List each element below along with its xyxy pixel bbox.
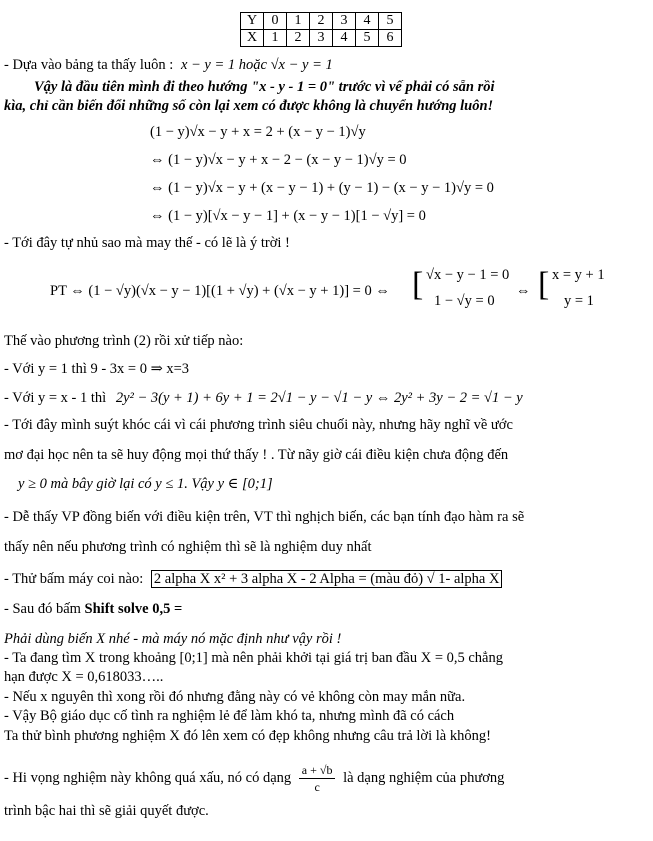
table-row-y [241,13,402,30]
table-cell: 6 [379,30,402,47]
table-cell: 4 [333,30,356,47]
equation: x − y = 1 hoặc √x − y = 1 [180,57,333,73]
system-1-line-2: 1 − √y = 0 [434,293,495,309]
text: - Với y = x - 1 thì [4,390,107,406]
paragraph-search-1: - Ta đang tìm X trong khoảng [0;1] mà nên phải khởi tại giá trị ban đầu X = 0,5 chẳng [4,650,503,666]
paragraph-case-2 [4,389,523,407]
text: - Hi vọng nghiệm này không quá xấu, nó có dạng [4,770,292,786]
table-cell: 5 [356,30,379,47]
paragraph-observation [4,56,333,74]
text: là dạng nghiệm của phương [343,770,505,786]
text: - Sau đó bấm [4,601,81,617]
system-2-line-1: x = y + 1 [552,267,605,283]
paragraph-search-2: hạn được X = 0,618033….. [4,669,164,685]
paragraph-not-integer: - Nếu x nguyên thì xong rồi đó nhưng đằng này có vẻ không còn may mắn nữa. [4,689,466,705]
paragraph-hard-1: - Tới đây mình suýt khóc cái vì cái phương trình siêu chuối này, nhưng hãy nghĩ về ước [4,417,513,433]
equation: 2y² − 3(y + 1) + 6y + 1 = 2√1 − y − √1 − y ⇔ 2y² + 3y − 2 = √1 − y [115,390,523,406]
table-cell: 0 [264,13,287,30]
table-cell: 1 [287,13,310,30]
text: - Dựa vào bảng ta thấy luôn : [4,57,174,73]
system-2-line-2: y = 1 [564,293,594,309]
equation-1: (1 − y)√x − y + x = 2 + (x − y − 1)√y [150,124,366,140]
equation-2: ⇔ (1 − y)√x − y + x − 2 − (x − y − 1)√y = 0 [150,152,407,168]
fraction [299,762,336,795]
paragraph-note: Phải dùng biến X nhé - mà máy nó mặc định như vậy rồi ! [4,631,342,647]
table-cell: Y [241,13,264,30]
calculator-input-box: 2 alpha X x² + 3 alpha X - 2 Alpha = (màu đỏ) √ 1- alpha X [151,570,503,588]
table-cell: 3 [333,13,356,30]
solve-command: Shift solve 0,5 = [84,601,183,617]
paragraph-substitute: Thế vào phương trình (2) rồi xử tiếp nào: [4,333,244,349]
paragraph-calculator [4,570,502,588]
bracket-icon: [ [412,266,424,303]
highlight-line-1: Vậy là đầu tiên mình đi theo hướng "x - y - 1 = 0" trước vì vế phải có sẵn rồi [34,79,495,95]
xy-value-table [240,12,402,47]
table-row-x [241,30,402,47]
table-cell: 4 [356,13,379,30]
paragraph-square: Ta thử bình phương nghiệm X đó lên xem có đẹp không nhưng câu trả lời là không! [4,728,491,744]
table-cell: 5 [379,13,402,30]
equiv-symbol: ⇔ [516,283,531,299]
paragraph-case-1: - Với y = 1 thì 9 - 3x = 0 ⇒ x=3 [4,361,190,377]
table-cell: 3 [310,30,333,47]
highlight-line-2: kìa, chỉ cần biến đổi những số còn lại xem có được không là chuyển hướng luôn! [4,98,494,114]
paragraph-hard-2: mơ đại học nên ta sẽ huy động mọi thứ thấy ! . Từ nãy giờ cái điều kiện chưa động đến [4,447,509,463]
paragraph-luck: - Tới đây tự nhủ sao mà may thế - có lẽ là ý trời ! [4,235,290,251]
paragraph-ministry: - Vậy Bộ giáo dục cố tình ra nghiệm lẻ để làm khó ta, nhưng mình đã có cách [4,708,455,724]
paragraph-conclusion: trình bậc hai thì sẽ giải quyết được. [4,803,209,819]
paragraph-monotonic-2: thấy nên nếu phương trình có nghiệm thì sẽ là nghiệm duy nhất [4,539,372,555]
equation-4: ⇔ (1 − y)[√x − y − 1] + (x − y − 1)[1 − √y] = 0 [150,208,426,224]
system-1-line-1: √x − y − 1 = 0 [426,267,510,283]
table-cell: X [241,30,264,47]
fraction-numerator: a + √b [299,762,336,779]
equation-3: ⇔ (1 − y)√x − y + (x − y − 1) + (y − 1) − (x − y − 1)√y = 0 [150,180,494,196]
paragraph-monotonic-1: - Dễ thấy VP đồng biến với điều kiện trên, VT thì nghịch biến, các bạn tính đạo hàm ra sẽ [4,509,525,525]
table-cell: 2 [287,30,310,47]
table-cell: 2 [310,13,333,30]
table-cell: 1 [264,30,287,47]
fraction-denominator: c [314,780,320,795]
bracket-icon: [ [538,266,550,303]
text: - Thử bấm máy coi nào: [4,571,144,587]
paragraph-condition: y ≥ 0 mà bây giờ lại có y ≤ 1. Vậy y ∈ [0;1] [18,476,273,492]
paragraph-solve [4,600,182,618]
paragraph-form [4,760,504,796]
pt-equation: PT ⇔ (1 − √y)(√x − y − 1)[(1 + √y) + (√x − y + 1)] = 0 ⇔ [50,283,390,299]
